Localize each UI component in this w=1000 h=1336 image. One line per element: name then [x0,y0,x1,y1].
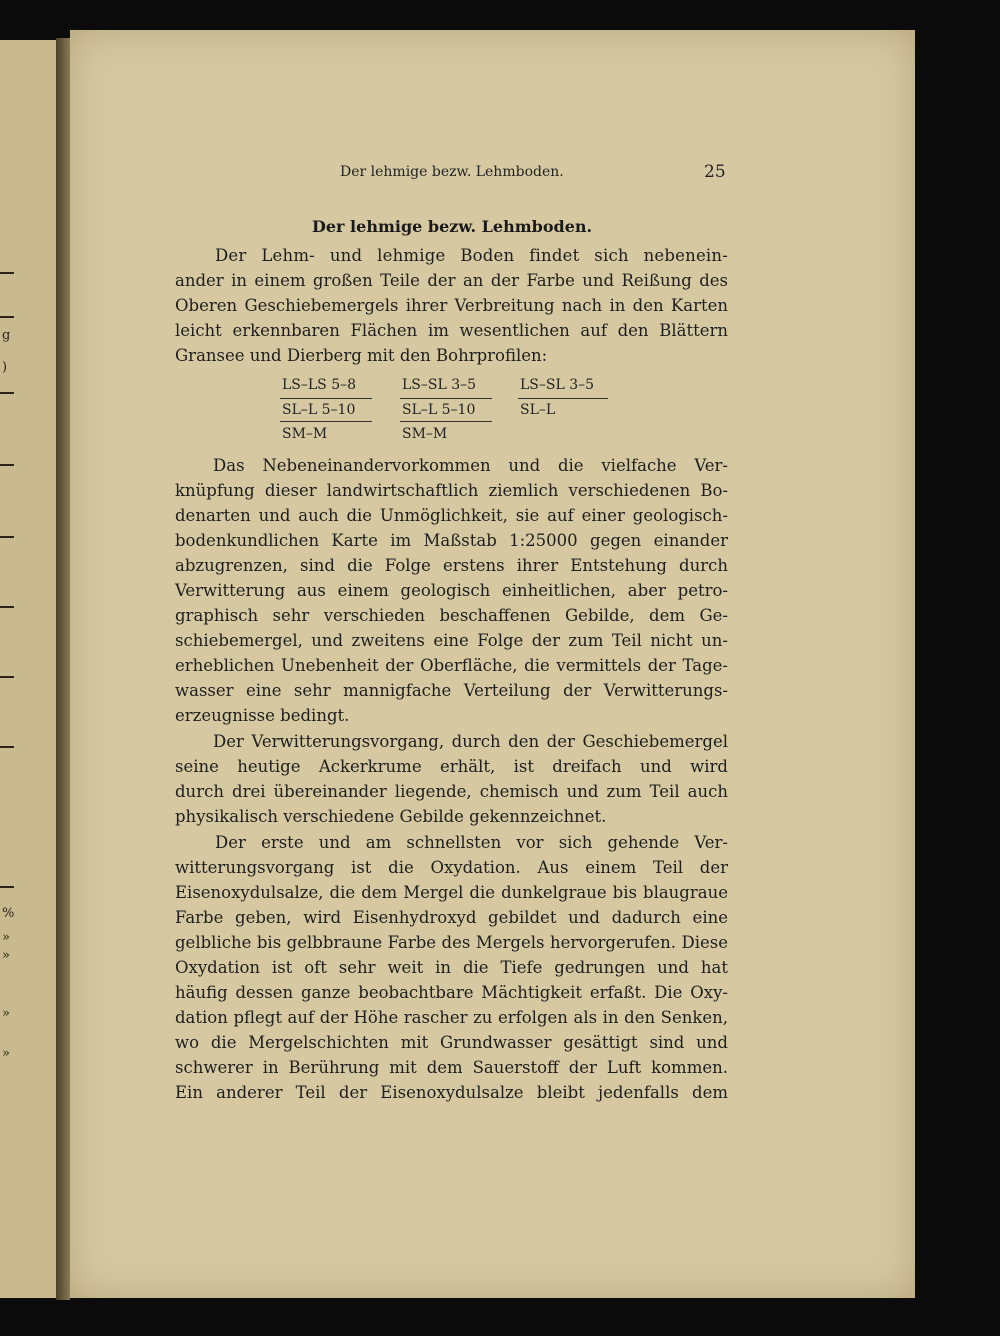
previous-page-edge [0,40,60,1298]
text-line: Oxydation ist oft sehr weit in die Tiefe gedrungen und hat [175,958,728,977]
text-line: Gransee und Dierberg mit den Bohrprofilen: [175,346,548,365]
running-head: Der lehmige bezw. Lehmboden. [340,164,564,180]
profile-3-row-2: SL–L [520,402,556,418]
text-line: erheblichen Unebenheit der Oberfläche, die vermittels der Tage- [175,656,728,675]
text-line: wasser eine sehr mannigfache Verteilung der Verwitterungs- [175,681,728,700]
text-line: knüpfung dieser landwirtschaftlich ziemlich verschiedenen Bo- [175,481,728,500]
margin-mark [0,272,14,274]
profile-rule [400,421,492,422]
profile-1-row-3: SM–M [282,426,328,442]
text-line: erzeugnisse bedingt. [175,706,350,725]
text-line: Eisenoxydulsalze, die dem Mergel die dunkelgraue bis blaugraue [175,883,728,902]
profile-3-row-1: LS–SL 3–5 [520,377,595,393]
text-line: Das Nebeneinandervorkommen und die vielfache Ver- [213,456,728,475]
text-line: physikalisch verschiedene Gebilde gekennzeichnet. [175,807,607,826]
profile-1-row-2: SL–L 5–10 [282,402,356,418]
text-line: seine heutige Ackerkrume erhält, ist dreifach und wird [175,757,728,776]
margin-mark [0,316,14,318]
text-line: Ein anderer Teil der Eisenoxydulsalze bleibt jedenfalls dem [175,1083,728,1102]
book-gutter [56,38,70,1300]
text-line: bodenkundlichen Karte im Maßstab 1:25000 gegen einander [175,531,728,550]
page-number: 25 [704,162,726,182]
profile-1-row-1: LS–LS 5–8 [282,377,357,393]
margin-mark [0,676,14,678]
margin-char: » [2,948,10,963]
text-line: dation pflegt auf der Höhe rascher zu erfolgen als in den Senken, [175,1008,728,1027]
text-line: Verwitterung aus einem geologisch einheitlichen, aber petro- [175,581,728,600]
text-line: Der Lehm- und lehmige Boden findet sich nebenein- [215,246,728,265]
text-line: ander in einem großen Teile der an der Farbe und Reißung des [175,271,728,290]
margin-mark [0,536,14,538]
text-line: abzugrenzen, sind die Folge erstens ihrer Entstehung durch [175,556,728,575]
margin-char: » [2,1006,10,1021]
profile-rule [400,398,492,399]
text-line: häufig dessen ganze beobachtbare Mächtigkeit erfaßt. Die Oxy- [175,983,728,1002]
margin-mark [0,746,14,748]
section-heading: Der lehmige bezw. Lehmboden. [312,217,593,236]
text-line: denarten und auch die Unmöglichkeit, sie auf einer geologisch- [175,506,728,525]
text-line: durch drei übereinander liegende, chemisch und zum Teil auch [175,782,728,801]
profile-rule [280,398,372,399]
text-line: Der Verwitterungsvorgang, durch den der Geschiebemergel [213,732,728,751]
margin-mark [0,464,14,466]
margin-char: » [2,1046,10,1061]
profile-2-row-3: SM–M [402,426,448,442]
text-line: wo die Mergelschichten mit Grundwasser gesättigt sind und [175,1033,728,1052]
text-line: schwerer in Berührung mit dem Sauerstoff der Luft kommen. [175,1058,728,1077]
text-line: witterungsvorgang ist die Oxydation. Aus einem Teil der [175,858,728,877]
margin-char: » [2,930,10,945]
text-line: Farbe geben, wird Eisenhydroxyd gebildet und dadurch eine [175,908,728,927]
text-line: leicht erkennbaren Flächen im wesentlichen auf den Blättern [175,321,728,340]
margin-mark [0,392,14,394]
text-line: Der erste und am schnellsten vor sich gehende Ver- [215,833,728,852]
text-line: Oberen Geschiebemergels ihrer Verbreitung nach in den Karten [175,296,728,315]
text-line: schiebemergel, und zweitens eine Folge der zum Teil nicht un- [175,631,728,650]
margin-char: g [2,328,11,343]
profile-rule [518,398,608,399]
margin-mark [0,606,14,608]
margin-char: ) [2,360,8,375]
margin-mark [0,886,14,888]
profile-rule [280,421,372,422]
profile-2-row-2: SL–L 5–10 [402,402,476,418]
text-line: gelbliche bis gelbbraune Farbe des Mergels hervorgerufen. Diese [175,933,728,952]
margin-char: % [2,906,15,921]
text-line: graphisch sehr verschieden beschaffenen Gebilde, dem Ge- [175,606,728,625]
profile-2-row-1: LS–SL 3–5 [402,377,477,393]
